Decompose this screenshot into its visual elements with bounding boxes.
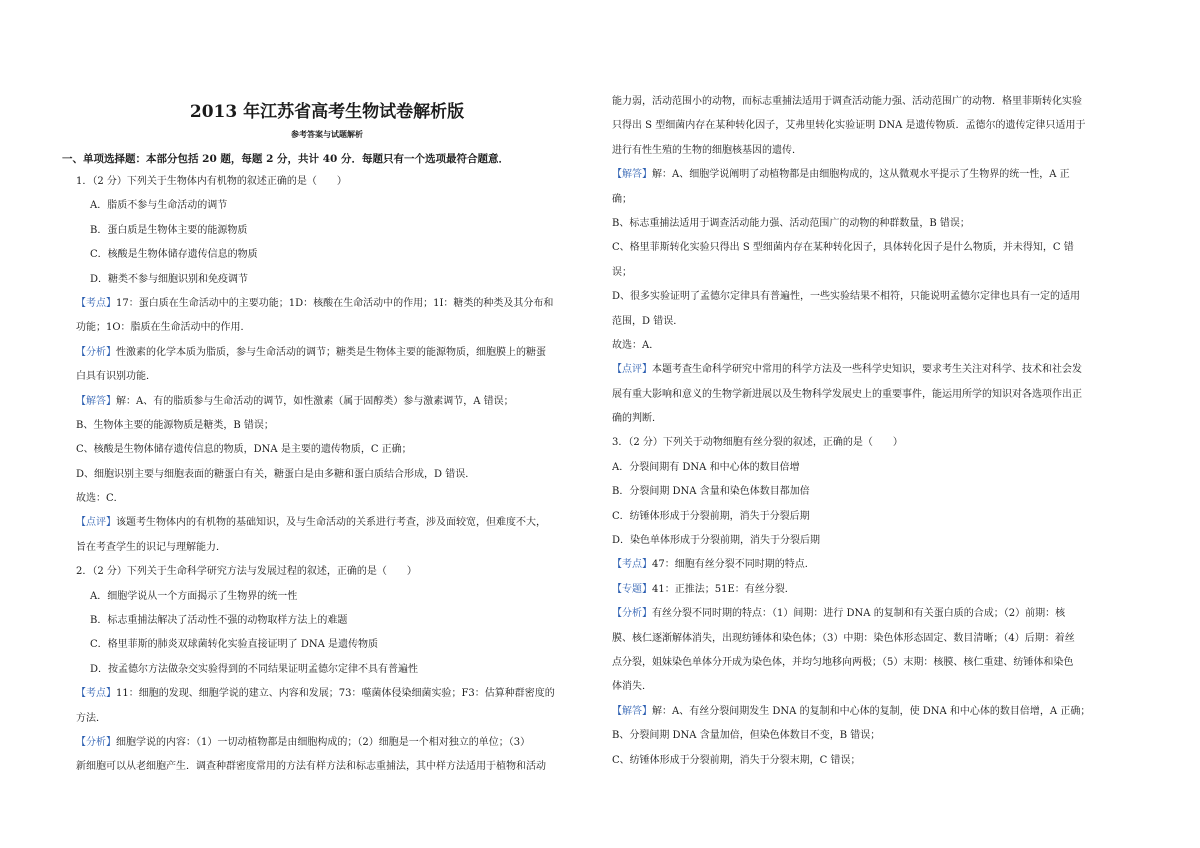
text-line (612, 139, 1130, 163)
line-text: D．染色单体形成于分裂前期，消失于分裂后期 (612, 535, 821, 547)
section-tag: 【分析】 (76, 736, 116, 748)
line-text: 1．（2 分）下列关于生物体内有机物的叙述正确的是（ ） (76, 176, 347, 187)
line-text: 能力弱，活动范围小的动物，而标志重捕法适用于调查活动能力强、活动范围广的动物．格里菲斯转化实验 (612, 96, 1082, 107)
line-text: B．蛋白质是生物体主要的能源物质 (90, 224, 248, 236)
line-text: 解：A、有的脂质参与生命活动的调节，如性激素（属于固醇类）参与激素调节，A 错误； (116, 395, 514, 407)
line-text: 2．（2 分）下列关于生命科学研究方法与发展过程的叙述，正确的是（ ） (76, 566, 417, 578)
section-tag: 【解答】 (612, 169, 652, 181)
text-line (62, 438, 592, 462)
line-text: 方法． (76, 712, 106, 724)
line-text: 范围，D 错误． (612, 315, 684, 327)
text-line (612, 627, 1130, 651)
text-line (612, 724, 1130, 748)
line-text: D．糖类不参与细胞识别和免疫调节 (90, 273, 249, 285)
text-line (612, 236, 1130, 260)
line-text: B、生物体主要的能源物质是糖类，B 错误； (76, 419, 274, 431)
line-text: 新细胞可以从老细胞产生．调查种群密度常用的方法有样方法和标志重捕法，其中样方法适用于植物和活动 (76, 761, 546, 773)
section-tag: 【专题】 (612, 583, 652, 595)
line-text: 白具有识别功能． (76, 371, 156, 383)
line-text: A．分裂间期有 DNA 和中心体的数目倍增 (612, 461, 800, 473)
section-tag: 【解答】 (76, 395, 116, 407)
line-text: 11：细胞的发现、细胞学说的建立、内容和发展；73：噬菌体侵染细菌实验；F3：估算种群密度的 (116, 688, 555, 700)
text-line (62, 463, 592, 487)
text-line (62, 633, 592, 657)
text-line (612, 651, 1130, 675)
line-text: 细胞学说的内容：（1）一切动植物都是由细胞构成的；（2）细胞是一个相对独立的单位；（3） (116, 736, 531, 748)
line-text: 展有重大影响和意义的生物学新进展以及生物科学发展史上的重要事件，能运用所学的知识对各选项作出正 (612, 388, 1082, 400)
text-line (62, 316, 592, 340)
text-line (62, 341, 592, 365)
right-column (612, 90, 1130, 773)
text-line (612, 456, 1130, 480)
line-text: 17：蛋白质在生命活动中的主要功能；1D：核酸在生命活动中的作用；1I：糖类的种类及其分布和 (116, 297, 554, 309)
text-line (62, 390, 592, 414)
text-line (612, 90, 1130, 114)
line-text: 膜、核仁逐渐解体消失，出现纺锤体和染色体；（3）中期：染色体形态固定、数目清晰；（4）后期：着丝 (612, 632, 1075, 644)
line-text: 功能；1O：脂质在生命活动中的作用． (76, 322, 251, 334)
text-line (612, 383, 1130, 407)
section-heading: 一、单项选择题：本部分包括 20 题，每题 2 分，共计 40 分．每题只有一个选项最符合题意． (62, 153, 509, 165)
section-tag: 【考点】 (76, 297, 116, 309)
text-line (612, 529, 1130, 553)
text-line (62, 585, 592, 609)
document-title: 2013 年江苏省高考生物试卷解析版 (189, 102, 465, 122)
line-text: C．纺锤体形成于分裂前期，消失于分裂后期 (612, 510, 810, 522)
line-text: C、核酸是生物体储存遗传信息的物质，DNA 是主要的遗传物质，C 正确； (76, 444, 412, 456)
text-line (62, 755, 592, 779)
text-line (62, 365, 592, 389)
text-line (612, 334, 1130, 358)
left-column (62, 170, 592, 780)
text-line (62, 707, 592, 731)
line-text: 确的判断． (612, 413, 662, 425)
text-line (62, 414, 592, 438)
text-line (62, 731, 592, 755)
line-text: 点分裂，姐妹染色单体分开成为染色体，并均匀地移向两极；（5）末期：核膜、核仁重建、纺锤体和染色 (612, 656, 1074, 668)
line-text: D、细胞识别主要与细胞表面的糖蛋白有关，糖蛋白是由多糖和蛋白质结合形成，D 错误． (76, 468, 476, 480)
line-text: 解：A、细胞学说阐明了动植物都是由细胞构成的，这从微观水平提示了生物界的统一性，A 正 (652, 169, 1070, 181)
section-tag: 【考点】 (76, 688, 116, 700)
text-line (62, 560, 592, 584)
text-line (612, 602, 1130, 626)
text-line (612, 358, 1130, 382)
text-line (612, 578, 1130, 602)
text-line (62, 219, 592, 243)
text-line (612, 407, 1130, 431)
line-text: B、分裂间期 DNA 含量加倍，但染色体数目不变，B 错误； (612, 730, 881, 742)
section-tag: 【点评】 (612, 364, 652, 376)
line-text: C．格里菲斯的肺炎双球菌转化实验直接证明了 DNA 是遗传物质 (90, 639, 378, 651)
line-text: 性激素的化学本质为脂质，参与生命活动的调节；糖类是生物体主要的能源物质，细胞膜上的糖蛋 (116, 346, 546, 358)
text-line (612, 261, 1130, 285)
text-line (612, 163, 1130, 187)
text-line (62, 487, 592, 511)
text-line (62, 194, 592, 218)
document-subtitle: 参考答案与试题解析 (291, 129, 363, 139)
line-text: 误； (612, 266, 632, 278)
line-text: 旨在考查学生的识记与理解能力． (76, 541, 226, 553)
text-line (62, 536, 592, 560)
line-text: D．按孟德尔方法做杂交实验得到的不同结果证明孟德尔定律不具有普遍性 (90, 663, 419, 675)
line-text: 3．（2 分）下列关于动物细胞有丝分裂的叙述，正确的是（ ） (612, 437, 903, 449)
text-line (62, 682, 592, 706)
line-text: B、标志重捕法适用于调查活动能力强、活动范围广的动物的种群数量，B 错误； (612, 217, 970, 229)
text-line (62, 658, 592, 682)
line-text: A．脂质不参与生命活动的调节 (90, 200, 228, 212)
text-line (612, 505, 1130, 529)
line-text: C、纺锤体形成于分裂前期，消失于分裂末期，C 错误； (612, 754, 861, 766)
text-line (612, 114, 1130, 138)
section-tag: 【分析】 (76, 346, 116, 358)
line-text: 本题考查生命科学研究中常用的科学方法及一些科学史知识，要求考生关注对科学、技术和社会发 (652, 364, 1082, 376)
text-line (62, 609, 592, 633)
section-tag: 【解答】 (612, 705, 652, 717)
line-text: B．标志重捕法解决了活动性不强的动物取样方法上的难题 (90, 615, 348, 627)
line-text: 解：A、有丝分裂间期发生 DNA 的复制和中心体的复制，使 DNA 和中心体的数目倍增，A 正确； (652, 705, 1091, 717)
line-text: C、格里菲斯转化实验只得出 S 型细菌内存在某种转化因子，具体转化因子是什么物质，并未得知，C 错 (612, 242, 1074, 254)
line-text: 故选：C． (76, 493, 124, 505)
text-line (612, 675, 1130, 699)
line-text: 进行有性生殖的生物的细胞核基因的遗传． (612, 144, 802, 156)
text-line (612, 553, 1130, 577)
text-line (612, 431, 1130, 455)
line-text: 故选：A． (612, 339, 660, 351)
line-text: A．细胞学说从一个方面揭示了生物界的统一性 (90, 590, 298, 602)
text-line (612, 700, 1130, 724)
text-line (612, 749, 1130, 773)
line-text: B．分裂间期 DNA 含量和染色体数目都加倍 (612, 486, 810, 498)
section-tag: 【考点】 (612, 559, 652, 571)
section-tag: 【分析】 (612, 608, 652, 620)
line-text: C．核酸是生物体储存遗传信息的物质 (90, 249, 258, 261)
text-line (62, 511, 592, 535)
line-text: D、很多实验证明了孟德尔定律具有普遍性，一些实验结果不相符，只能说明孟德尔定律也具有一定的适用 (612, 291, 1081, 303)
text-line (612, 188, 1130, 212)
line-text: 有丝分裂不同时期的特点：（1）间期：进行 DNA 的复制和有关蛋白质的合成；（2）前期：核 (652, 608, 1066, 620)
text-line (612, 212, 1130, 236)
line-text: 47：细胞有丝分裂不同时期的特点． (652, 559, 815, 571)
section-tag: 【点评】 (76, 517, 116, 529)
text-line (612, 285, 1130, 309)
text-line (612, 310, 1130, 334)
text-line (62, 292, 592, 316)
line-text: 只得出 S 型细菌内存在某种转化因子，艾弗里转化实验证明 DNA 是遗传物质．孟德尔的遗传定律只适用于 (612, 120, 1086, 132)
line-text: 确； (612, 193, 632, 205)
text-line (62, 243, 592, 267)
line-text: 41：正推法；51E：有丝分裂． (652, 583, 795, 595)
text-line (612, 480, 1130, 504)
text-line (62, 268, 592, 292)
line-text: 该题考生物体内的有机物的基础知识，及与生命活动的关系进行考查，涉及面较宽，但难度不大， (116, 517, 546, 529)
line-text: 体消失． (612, 681, 652, 693)
text-line (62, 170, 592, 194)
